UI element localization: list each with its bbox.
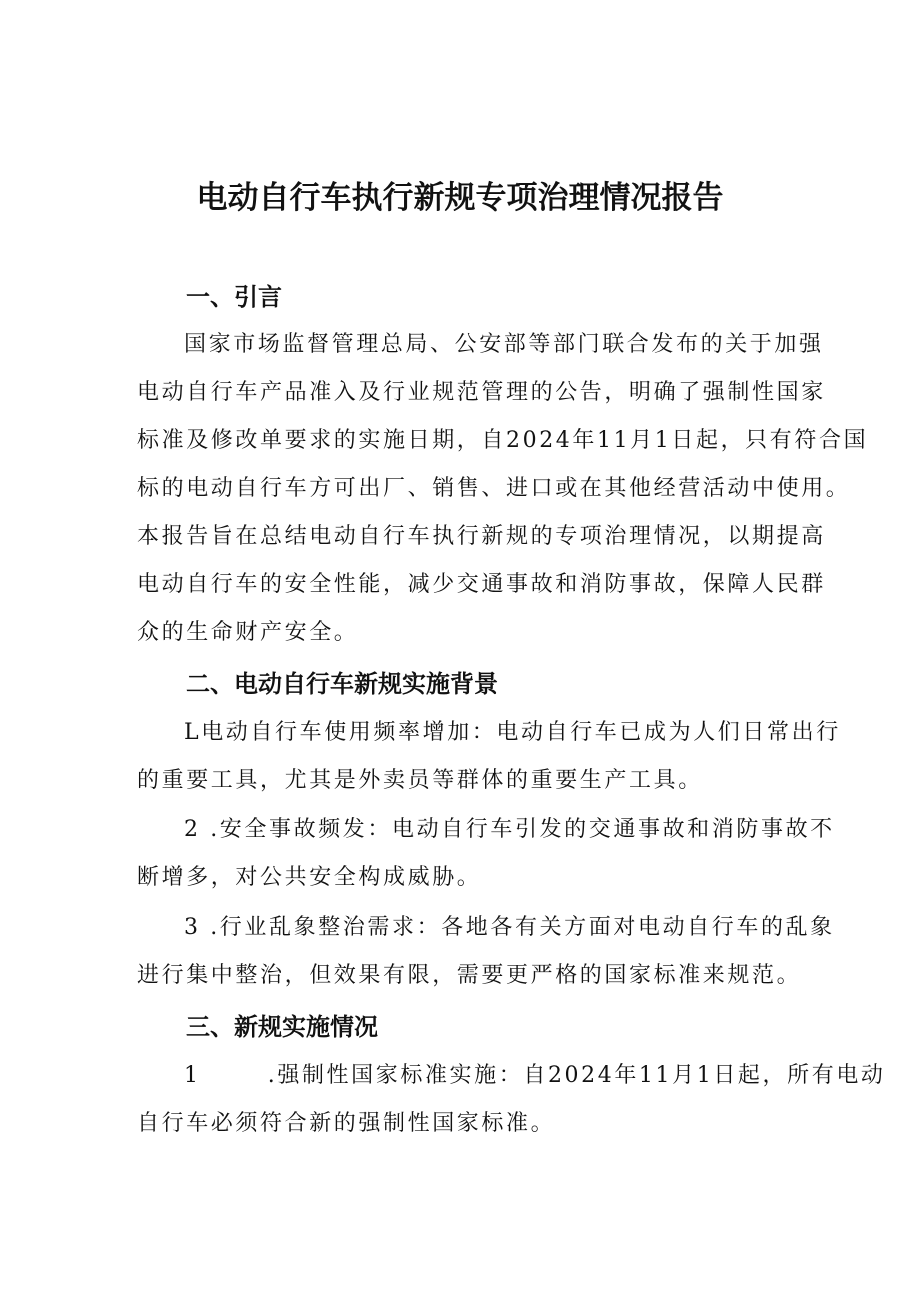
item-line: 断增多，对公共安全构成威胁。 bbox=[137, 865, 482, 890]
item-line: 1 .强制性国家标准实施：自2024年11月1日起，所有电动 bbox=[184, 1063, 886, 1088]
paragraph-line: 本报告旨在总结电动自行车执行新规的专项治理情况，以期提高 bbox=[137, 524, 826, 549]
document-title: 电动自行车执行新规专项治理情况报告 bbox=[196, 180, 724, 216]
background-item-2 bbox=[137, 806, 835, 902]
paragraph-line: 电动自行车产品准入及行业规范管理的公告，明确了强制性国家 bbox=[137, 380, 826, 405]
section-heading-implementation: 三、新规实施情况 bbox=[186, 1013, 378, 1041]
section-heading-background: 二、电动自行车新规实施背景 bbox=[186, 670, 498, 698]
item-line: 2 .安全事故频发：电动自行车引发的交通事故和消防事故不 bbox=[184, 817, 835, 842]
item-line: 自行车必须符合新的强制性国家标准。 bbox=[137, 1111, 556, 1136]
paragraph-line: 电动自行车的安全性能，减少交通事故和消防事故，保障人民群 bbox=[137, 572, 826, 597]
background-item-1 bbox=[137, 709, 841, 805]
implementation-item-1 bbox=[137, 1052, 886, 1148]
item-line: 3 .行业乱象整治需求：各地各有关方面对电动自行车的乱象 bbox=[184, 915, 835, 940]
paragraph-line: 标的电动自行车方可出厂、销售、进口或在其他经营活动中使用。 bbox=[137, 476, 851, 501]
item-line: 进行集中整治，但效果有限，需要更严格的国家标准来规范。 bbox=[137, 963, 802, 988]
item-line: 的重要工具，尤其是外卖员等群体的重要生产工具。 bbox=[137, 768, 703, 793]
background-item-3 bbox=[137, 904, 835, 1000]
paragraph-line: 众的生命财产安全。 bbox=[137, 620, 359, 645]
section-heading-introduction: 一、引言 bbox=[186, 283, 282, 311]
paragraph-line: 标准及修改单要求的实施日期，自2024年11月1日起，只有符合国 bbox=[137, 428, 869, 453]
introduction-paragraph bbox=[137, 321, 869, 657]
paragraph-line: 国家市场监督管理总局、公安部等部门联合发布的关于加强 bbox=[184, 332, 824, 357]
item-line: L电动自行车使用频率增加：电动自行车已成为人们日常出行 bbox=[184, 720, 841, 745]
